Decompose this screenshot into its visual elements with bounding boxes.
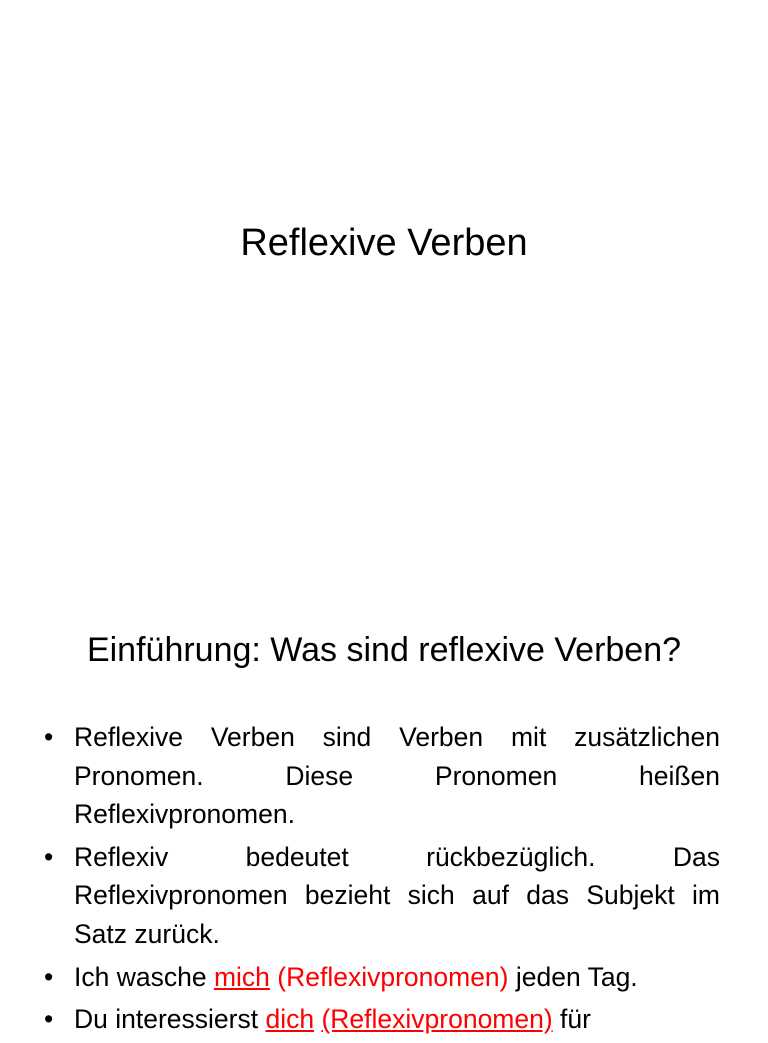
reflexive-pronoun: dich — [265, 1004, 315, 1035]
bullet-text: Ich wasche — [74, 961, 214, 992]
bullet-item: • Reflexiv bedeutet rückbezüglich. Das Reflexivpronomen bezieht sich auf das Subjekt im Satz zurück. — [74, 838, 720, 954]
bullet-item — [74, 958, 720, 997]
bullet-list — [74, 718, 720, 1043]
bullet-text: für — [552, 1004, 591, 1035]
pronoun-label: (Reflexivpronomen) — [321, 1004, 553, 1035]
slide-heading: Einführung: Was sind reflexive Verben? — [86, 631, 682, 669]
reflexive-pronoun: mich — [213, 961, 270, 992]
slide-title: Reflexive Verben — [240, 222, 528, 264]
bullet-item: • Reflexive Verben sind Verben mit zusätzlichen Pronomen. Diese Pronomen heißen Reflexivpronomen. — [74, 718, 720, 834]
bullet-text: jeden Tag. — [508, 961, 638, 992]
pronoun-label: (Reflexivpronomen) — [277, 961, 509, 992]
bullet-text: Du interessierst — [74, 1004, 266, 1035]
content-slide — [0, 576, 768, 1035]
bullet-item — [74, 1000, 720, 1039]
